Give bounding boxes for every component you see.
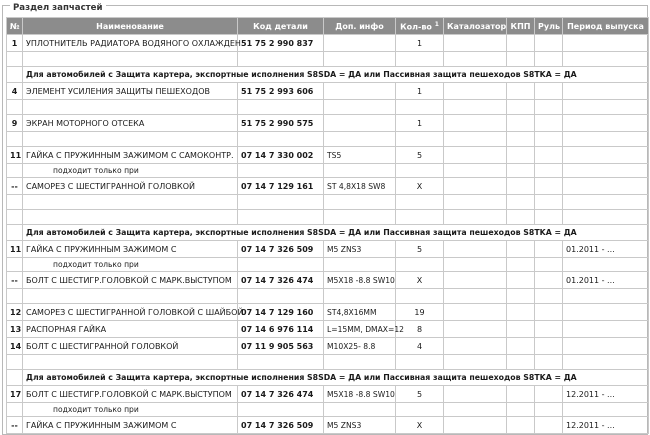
part-code[interactable]: 07 14 6 976 114: [238, 321, 324, 338]
blank-cell: [324, 100, 396, 115]
blank-cell: [324, 210, 396, 225]
part-quantity: 1: [396, 115, 444, 132]
table-row[interactable]: [7, 115, 649, 132]
col-qty-header[interactable]: [396, 18, 444, 35]
condition-note: Для автомобилей с Защита картера, экспортные исполнения S8SDA = ДА или Пассивная защита пешеходов S8TKA = ДА: [23, 370, 649, 386]
part-wheel: [535, 115, 563, 132]
sub-empty-cell: [507, 258, 535, 272]
blank-cell: [563, 289, 649, 304]
part-kpp: [507, 178, 535, 195]
blank-cell: [7, 210, 23, 225]
sub-empty-cell: [396, 164, 444, 178]
part-info: ST 4,8X18 SW8: [324, 178, 396, 195]
col-wheel-header[interactable]: Руль: [535, 18, 563, 35]
blank-row: [7, 195, 649, 210]
condition-note: Для автомобилей с Защита картера, экспортные исполнения S8SDA = ДА или Пассивная защита пешеходов S8TKA = ДА: [23, 225, 649, 241]
blank-cell: [324, 355, 396, 370]
sub-empty-cell: [444, 164, 507, 178]
part-name[interactable]: РАСПОРНАЯ ГАЙКА: [23, 321, 238, 338]
part-code[interactable]: 07 14 7 326 509: [238, 241, 324, 258]
part-quantity: 5: [396, 147, 444, 164]
part-name[interactable]: БОЛТ С ШЕСТИГРАННОЙ ГОЛОВКОЙ: [23, 338, 238, 355]
part-kpp: [507, 417, 535, 434]
part-wheel: [535, 338, 563, 355]
blank-cell: [444, 210, 507, 225]
part-wheel: [535, 304, 563, 321]
blank-cell: [507, 210, 535, 225]
part-name[interactable]: БОЛТ С ШЕСТИГР.ГОЛОВКОЙ С МАРК.ВЫСТУПОМ: [23, 272, 238, 289]
blank-cell: [324, 195, 396, 210]
part-code[interactable]: 07 14 7 326 474: [238, 386, 324, 403]
table-row[interactable]: [7, 83, 649, 100]
blank-cell: [563, 52, 649, 67]
part-quantity: X: [396, 417, 444, 434]
sub-empty-cell: [535, 403, 563, 417]
blank-cell: [238, 210, 324, 225]
part-info: [324, 115, 396, 132]
part-kpp: [507, 338, 535, 355]
blank-cell: [7, 52, 23, 67]
table-row[interactable]: [7, 338, 649, 355]
blank-cell: [324, 52, 396, 67]
part-kpp: [507, 115, 535, 132]
blank-row: [7, 100, 649, 115]
blank-cell: [238, 132, 324, 147]
part-info: M5X18 -8.8 SW10: [324, 272, 396, 289]
blank-cell: [444, 52, 507, 67]
note-spacer: [7, 67, 23, 83]
sub-empty-cell: [563, 258, 649, 272]
note-spacer: [7, 370, 23, 386]
part-catalog: [444, 241, 507, 258]
part-info: M5 ZNS3: [324, 241, 396, 258]
part-catalog: [444, 83, 507, 100]
part-period: [563, 338, 649, 355]
blank-cell: [563, 355, 649, 370]
table-row[interactable]: [7, 386, 649, 403]
part-position: 12: [7, 304, 23, 321]
part-catalog: [444, 304, 507, 321]
part-position: 11: [7, 147, 23, 164]
part-period: [563, 115, 649, 132]
part-period: 12.2011 - ...: [563, 417, 649, 434]
blank-cell: [507, 132, 535, 147]
part-catalog: [444, 417, 507, 434]
blank-cell: [7, 289, 23, 304]
blank-row: [7, 132, 649, 147]
sub-empty-cell: [396, 403, 444, 417]
blank-cell: [7, 132, 23, 147]
part-position: 13: [7, 321, 23, 338]
part-code[interactable]: 07 11 9 905 563: [238, 338, 324, 355]
blank-cell: [238, 289, 324, 304]
sub-empty-cell: [324, 164, 396, 178]
blank-cell: [563, 195, 649, 210]
part-wheel: [535, 241, 563, 258]
blank-cell: [23, 355, 238, 370]
blank-cell: [23, 100, 238, 115]
part-period: [563, 178, 649, 195]
sub-code: [238, 403, 324, 417]
sub-empty-cell: [563, 403, 649, 417]
blank-cell: [535, 210, 563, 225]
col-info-header[interactable]: Доп. инфо: [324, 18, 396, 35]
part-info: [324, 35, 396, 52]
part-info: M5X18 -8.8 SW10: [324, 386, 396, 403]
part-code[interactable]: 07 14 7 129 160: [238, 304, 324, 321]
part-position: --: [7, 272, 23, 289]
part-quantity: X: [396, 272, 444, 289]
blank-cell: [23, 52, 238, 67]
part-period: 12.2011 - ...: [563, 386, 649, 403]
part-name[interactable]: ГАЙКА С ПРУЖИННЫМ ЗАЖИМОМ С: [23, 417, 238, 434]
table-header: [7, 18, 649, 35]
part-catalog: [444, 147, 507, 164]
part-quantity: 4: [396, 338, 444, 355]
table-row[interactable]: [7, 241, 649, 258]
part-info: TS5: [324, 147, 396, 164]
blank-cell: [396, 355, 444, 370]
blank-cell: [444, 100, 507, 115]
parts-table: [6, 17, 649, 434]
blank-cell: [563, 132, 649, 147]
part-code[interactable]: 07 14 7 326 509: [238, 417, 324, 434]
part-info: ST4,8X16MM: [324, 304, 396, 321]
part-position: --: [7, 178, 23, 195]
part-quantity: 1: [396, 83, 444, 100]
sub-empty-cell: [444, 403, 507, 417]
blank-cell: [7, 100, 23, 115]
sub-empty-cell: [324, 258, 396, 272]
part-wheel: [535, 321, 563, 338]
blank-cell: [238, 100, 324, 115]
blank-cell: [238, 52, 324, 67]
part-catalog: [444, 35, 507, 52]
sub-empty-cell: [507, 403, 535, 417]
blank-cell: [238, 195, 324, 210]
part-kpp: [507, 304, 535, 321]
sub-spacer: [7, 164, 23, 178]
sub-empty-cell: [324, 403, 396, 417]
part-position: 1: [7, 35, 23, 52]
part-position: 17: [7, 386, 23, 403]
blank-cell: [507, 195, 535, 210]
part-kpp: [507, 147, 535, 164]
blank-cell: [396, 132, 444, 147]
part-name[interactable]: ГАЙКА С ПРУЖИННЫМ ЗАЖИМОМ С: [23, 241, 238, 258]
blank-cell: [535, 100, 563, 115]
part-quantity: 1: [396, 35, 444, 52]
blank-cell: [23, 210, 238, 225]
part-wheel: [535, 386, 563, 403]
blank-cell: [23, 289, 238, 304]
part-kpp: [507, 83, 535, 100]
part-name[interactable]: БОЛТ С ШЕСТИГР.ГОЛОВКОЙ С МАРК.ВЫСТУПОМ: [23, 386, 238, 403]
blank-cell: [444, 132, 507, 147]
part-name[interactable]: ГАЙКА С ПРУЖИННЫМ ЗАЖИМОМ С САМОКОНТР.: [23, 147, 238, 164]
part-catalog: [444, 321, 507, 338]
blank-row: [7, 52, 649, 67]
blank-cell: [563, 100, 649, 115]
part-position: 14: [7, 338, 23, 355]
part-wheel: [535, 178, 563, 195]
part-info: M10X25- 8.8: [324, 338, 396, 355]
blank-cell: [535, 289, 563, 304]
blank-cell: [535, 195, 563, 210]
blank-row: [7, 210, 649, 225]
blank-cell: [396, 210, 444, 225]
part-quantity: X: [396, 178, 444, 195]
blank-cell: [23, 195, 238, 210]
blank-cell: [507, 52, 535, 67]
part-info: L=15MM, DMAX=12: [324, 321, 396, 338]
blank-row: [7, 289, 649, 304]
part-quantity: 5: [396, 241, 444, 258]
part-period: 01.2011 - ...: [563, 241, 649, 258]
part-kpp: [507, 272, 535, 289]
blank-cell: [396, 100, 444, 115]
blank-cell: [444, 289, 507, 304]
blank-cell: [444, 355, 507, 370]
blank-cell: [396, 52, 444, 67]
part-name[interactable]: САМОРЕЗ С ШЕСТИГРАННОЙ ГОЛОВКОЙ С ШАЙБОЙ: [23, 304, 238, 321]
part-period: [563, 321, 649, 338]
blank-cell: [396, 195, 444, 210]
section-title: Раздел запчастей: [10, 4, 106, 13]
table-row[interactable]: [7, 321, 649, 338]
part-wheel: [535, 147, 563, 164]
part-name[interactable]: САМОРЕЗ С ШЕСТИГРАННОЙ ГОЛОВКОЙ: [23, 178, 238, 195]
blank-cell: [324, 289, 396, 304]
part-wheel: [535, 83, 563, 100]
blank-cell: [23, 132, 238, 147]
part-position: --: [7, 417, 23, 434]
col-catalog-header[interactable]: Каталозатор: [444, 18, 507, 35]
part-code[interactable]: 07 14 7 129 161: [238, 178, 324, 195]
blank-cell: [396, 289, 444, 304]
part-period: [563, 83, 649, 100]
col-period-header[interactable]: Период выпуска: [563, 18, 649, 35]
part-catalog: [444, 338, 507, 355]
part-code[interactable]: 07 14 7 330 002: [238, 147, 324, 164]
part-wheel: [535, 417, 563, 434]
part-position: 9: [7, 115, 23, 132]
part-name[interactable]: ЭЛЕМЕНТ УСИЛЕНИЯ ЗАЩИТЫ ПЕШЕХОДОВ: [23, 83, 238, 100]
sub-code: [238, 164, 324, 178]
blank-cell: [444, 195, 507, 210]
part-quantity: 5: [396, 386, 444, 403]
blank-cell: [507, 289, 535, 304]
condition-note-row: [7, 370, 649, 386]
sub-empty-cell: [444, 258, 507, 272]
sub-empty-cell: [563, 164, 649, 178]
blank-cell: [324, 132, 396, 147]
note-spacer: [7, 225, 23, 241]
blank-cell: [507, 355, 535, 370]
blank-cell: [563, 210, 649, 225]
col-kpp-header[interactable]: КПП: [507, 18, 535, 35]
table-row[interactable]: [7, 272, 649, 289]
part-name[interactable]: УПЛОТНИТЕЛЬ РАДИАТОРА ВОДЯНОГО ОХЛАЖДЕН.: [23, 35, 238, 52]
part-info: [324, 83, 396, 100]
part-kpp: [507, 386, 535, 403]
part-code[interactable]: 07 14 7 326 474: [238, 272, 324, 289]
table-row[interactable]: [7, 417, 649, 434]
condition-note-row: [7, 225, 649, 241]
part-code[interactable]: 51 75 2 990 575: [238, 115, 324, 132]
compatibility-note: подходит только при: [23, 403, 238, 417]
part-position: 11: [7, 241, 23, 258]
blank-cell: [535, 132, 563, 147]
part-catalog: [444, 386, 507, 403]
table-row[interactable]: [7, 35, 649, 52]
blank-cell: [535, 52, 563, 67]
sub-empty-cell: [396, 258, 444, 272]
part-catalog: [444, 272, 507, 289]
sub-code: [238, 258, 324, 272]
qty-footnote-mark: 1: [434, 20, 439, 28]
part-quantity: 8: [396, 321, 444, 338]
col-qty-label: Кол-во: [400, 22, 432, 32]
part-catalog: [444, 115, 507, 132]
compatibility-note: подходит только при: [23, 258, 238, 272]
blank-row: [7, 355, 649, 370]
sub-spacer: [7, 403, 23, 417]
part-quantity: 19: [396, 304, 444, 321]
part-wheel: [535, 272, 563, 289]
col-pos-header: №: [7, 18, 23, 35]
compatibility-row: [7, 403, 649, 417]
part-info: M5 ZNS3: [324, 417, 396, 434]
part-code[interactable]: 51 75 2 990 837: [238, 35, 324, 52]
table-row[interactable]: [7, 147, 649, 164]
part-kpp: [507, 35, 535, 52]
sub-empty-cell: [535, 164, 563, 178]
part-period: 01.2011 - ...: [563, 272, 649, 289]
sub-empty-cell: [507, 164, 535, 178]
blank-cell: [507, 100, 535, 115]
compatibility-row: [7, 164, 649, 178]
compatibility-note: подходит только при: [23, 164, 238, 178]
part-kpp: [507, 321, 535, 338]
part-period: [563, 35, 649, 52]
blank-cell: [535, 355, 563, 370]
table-row[interactable]: [7, 304, 649, 321]
part-period: [563, 147, 649, 164]
blank-cell: [7, 195, 23, 210]
condition-note-row: [7, 67, 649, 83]
part-wheel: [535, 35, 563, 52]
table-row[interactable]: [7, 178, 649, 195]
part-kpp: [507, 241, 535, 258]
parts-table-body: [7, 35, 649, 434]
part-period: [563, 304, 649, 321]
col-code-header[interactable]: Код детали: [238, 18, 324, 35]
col-name-header[interactable]: Наименование: [23, 18, 238, 35]
part-position: 4: [7, 83, 23, 100]
blank-cell: [238, 355, 324, 370]
part-code[interactable]: 51 75 2 993 606: [238, 83, 324, 100]
part-catalog: [444, 178, 507, 195]
sub-empty-cell: [535, 258, 563, 272]
blank-cell: [7, 355, 23, 370]
compatibility-row: [7, 258, 649, 272]
sub-spacer: [7, 258, 23, 272]
condition-note: Для автомобилей с Защита картера, экспортные исполнения S8SDA = ДА или Пассивная защита пешеходов S8TKA = ДА: [23, 67, 649, 83]
part-name[interactable]: ЭКРАН МОТОРНОГО ОТСЕКА: [23, 115, 238, 132]
